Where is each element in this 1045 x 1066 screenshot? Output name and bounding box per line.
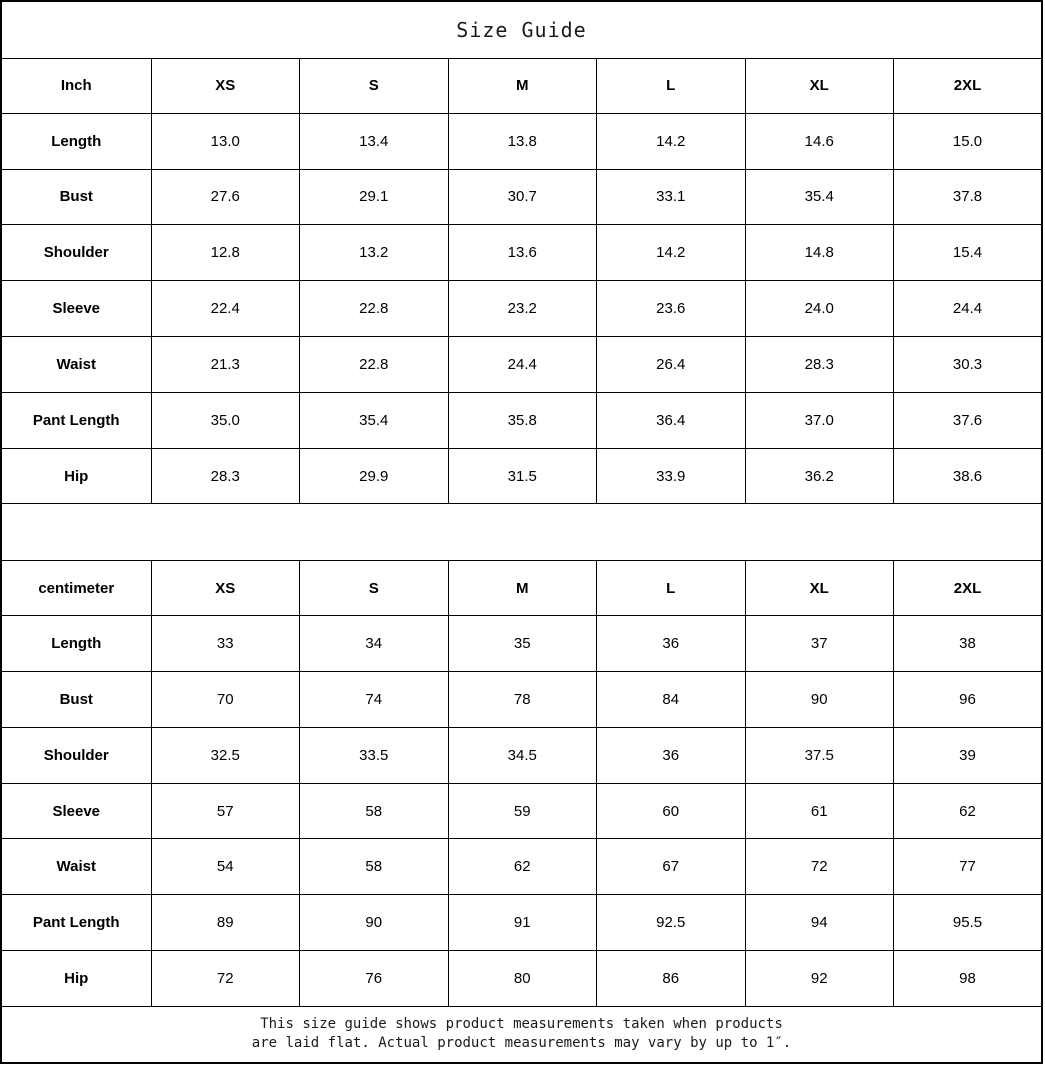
cm-table-row [1,783,1042,839]
measurement-cell: 84 [597,671,746,727]
cm-table-row [1,671,1042,727]
measurement-cell: 23.2 [448,281,597,337]
measurement-cell: 70 [151,671,300,727]
measurement-cell: 14.2 [597,113,746,169]
measurement-cell: 27.6 [151,169,300,225]
cm-table-row [1,951,1042,1007]
measurement-cell: 80 [448,951,597,1007]
title-row [1,1,1042,58]
size-col-header-s: S [300,561,449,616]
size-col-header-m: M [448,561,597,616]
measurement-cell: 22.4 [151,281,300,337]
size-col-header-l: L [597,561,746,616]
measurement-cell: 15.4 [894,225,1043,281]
row-label: Bust [1,169,151,225]
measurement-cell: 89 [151,895,300,951]
measurement-cell: 38 [894,616,1043,672]
measurement-cell: 94 [745,895,894,951]
size-col-header-xl: XL [745,58,894,113]
measurement-cell: 95.5 [894,895,1043,951]
row-label: Shoulder [1,727,151,783]
measurement-cell: 14.2 [597,225,746,281]
measurement-cell: 36.4 [597,392,746,448]
measurement-cell: 30.7 [448,169,597,225]
size-col-header-s: S [300,58,449,113]
measurement-cell: 98 [894,951,1043,1007]
cm-table-row [1,727,1042,783]
measurement-cell: 33 [151,616,300,672]
row-label: Length [1,616,151,672]
footer-note-line1: This size guide shows product measurements taken when products [260,1016,783,1033]
measurement-cell: 33.1 [597,169,746,225]
measurement-cell: 35 [448,616,597,672]
measurement-cell: 35.4 [745,169,894,225]
measurement-cell: 91 [448,895,597,951]
measurement-cell: 34.5 [448,727,597,783]
measurement-cell: 37.5 [745,727,894,783]
measurement-cell: 38.6 [894,448,1043,504]
inch-table-row [1,169,1042,225]
size-col-header-m: M [448,58,597,113]
measurement-cell: 36 [597,616,746,672]
section-gap-row [1,504,1042,561]
cm-table-row [1,839,1042,895]
measurement-cell: 13.2 [300,225,449,281]
measurement-cell: 37 [745,616,894,672]
size-col-header-2xl: 2XL [894,561,1043,616]
measurement-cell: 57 [151,783,300,839]
measurement-cell: 62 [448,839,597,895]
row-label: Waist [1,839,151,895]
measurement-cell: 37.0 [745,392,894,448]
measurement-cell: 13.6 [448,225,597,281]
row-label: Shoulder [1,225,151,281]
measurement-cell: 90 [300,895,449,951]
inch-table-row [1,225,1042,281]
measurement-cell: 29.1 [300,169,449,225]
size-col-header-xs: XS [151,561,300,616]
measurement-cell: 54 [151,839,300,895]
measurement-cell: 36.2 [745,448,894,504]
cm-table-row [1,895,1042,951]
row-label: Hip [1,448,151,504]
measurement-cell: 58 [300,783,449,839]
measurement-cell: 35.4 [300,392,449,448]
inch-table-row [1,336,1042,392]
measurement-cell: 37.8 [894,169,1043,225]
measurement-cell: 13.4 [300,113,449,169]
footer-row [1,1006,1042,1063]
measurement-cell: 15.0 [894,113,1043,169]
measurement-cell: 13.8 [448,113,597,169]
measurement-cell: 24.4 [894,281,1043,337]
measurement-cell: 30.3 [894,336,1043,392]
cm-header-row [1,561,1042,616]
row-label: Bust [1,671,151,727]
measurement-cell: 12.8 [151,225,300,281]
inch-unit-label: Inch [1,58,151,113]
measurement-cell: 13.0 [151,113,300,169]
footer-note [1,1006,1042,1063]
measurement-cell: 14.6 [745,113,894,169]
inch-table-row [1,281,1042,337]
row-label: Pant Length [1,392,151,448]
inch-table-row [1,448,1042,504]
section-gap-cell [1,504,1042,561]
inch-table-row [1,113,1042,169]
measurement-cell: 72 [151,951,300,1007]
size-col-header-2xl: 2XL [894,58,1043,113]
size-col-header-xl: XL [745,561,894,616]
measurement-cell: 59 [448,783,597,839]
measurement-cell: 28.3 [745,336,894,392]
measurement-cell: 96 [894,671,1043,727]
inch-table-row [1,392,1042,448]
measurement-cell: 22.8 [300,336,449,392]
measurement-cell: 28.3 [151,448,300,504]
measurement-cell: 74 [300,671,449,727]
measurement-cell: 33.5 [300,727,449,783]
inch-header-row [1,58,1042,113]
measurement-cell: 33.9 [597,448,746,504]
row-label: Sleeve [1,783,151,839]
measurement-cell: 92 [745,951,894,1007]
measurement-cell: 26.4 [597,336,746,392]
measurement-cell: 86 [597,951,746,1007]
row-label: Sleeve [1,281,151,337]
page-title: Size Guide [1,1,1042,58]
size-col-header-xs: XS [151,58,300,113]
measurement-cell: 24.0 [745,281,894,337]
measurement-cell: 36 [597,727,746,783]
size-guide-body [1,1,1042,1063]
row-label: Length [1,113,151,169]
measurement-cell: 62 [894,783,1043,839]
measurement-cell: 60 [597,783,746,839]
cm-unit-label: centimeter [1,561,151,616]
measurement-cell: 23.6 [597,281,746,337]
measurement-cell: 92.5 [597,895,746,951]
measurement-cell: 77 [894,839,1043,895]
measurement-cell: 14.8 [745,225,894,281]
footer-note-line2: are laid flat. Actual product measurements may vary by up to 1″. [251,1035,792,1052]
measurement-cell: 22.8 [300,281,449,337]
measurement-cell: 24.4 [448,336,597,392]
cm-table-row [1,616,1042,672]
measurement-cell: 76 [300,951,449,1007]
measurement-cell: 61 [745,783,894,839]
measurement-cell: 35.0 [151,392,300,448]
measurement-cell: 78 [448,671,597,727]
measurement-cell: 32.5 [151,727,300,783]
measurement-cell: 58 [300,839,449,895]
measurement-cell: 37.6 [894,392,1043,448]
measurement-cell: 21.3 [151,336,300,392]
measurement-cell: 34 [300,616,449,672]
measurement-cell: 67 [597,839,746,895]
row-label: Waist [1,336,151,392]
measurement-cell: 35.8 [448,392,597,448]
size-col-header-l: L [597,58,746,113]
measurement-cell: 72 [745,839,894,895]
measurement-cell: 90 [745,671,894,727]
measurement-cell: 29.9 [300,448,449,504]
measurement-cell: 39 [894,727,1043,783]
row-label: Pant Length [1,895,151,951]
measurement-cell: 31.5 [448,448,597,504]
row-label: Hip [1,951,151,1007]
